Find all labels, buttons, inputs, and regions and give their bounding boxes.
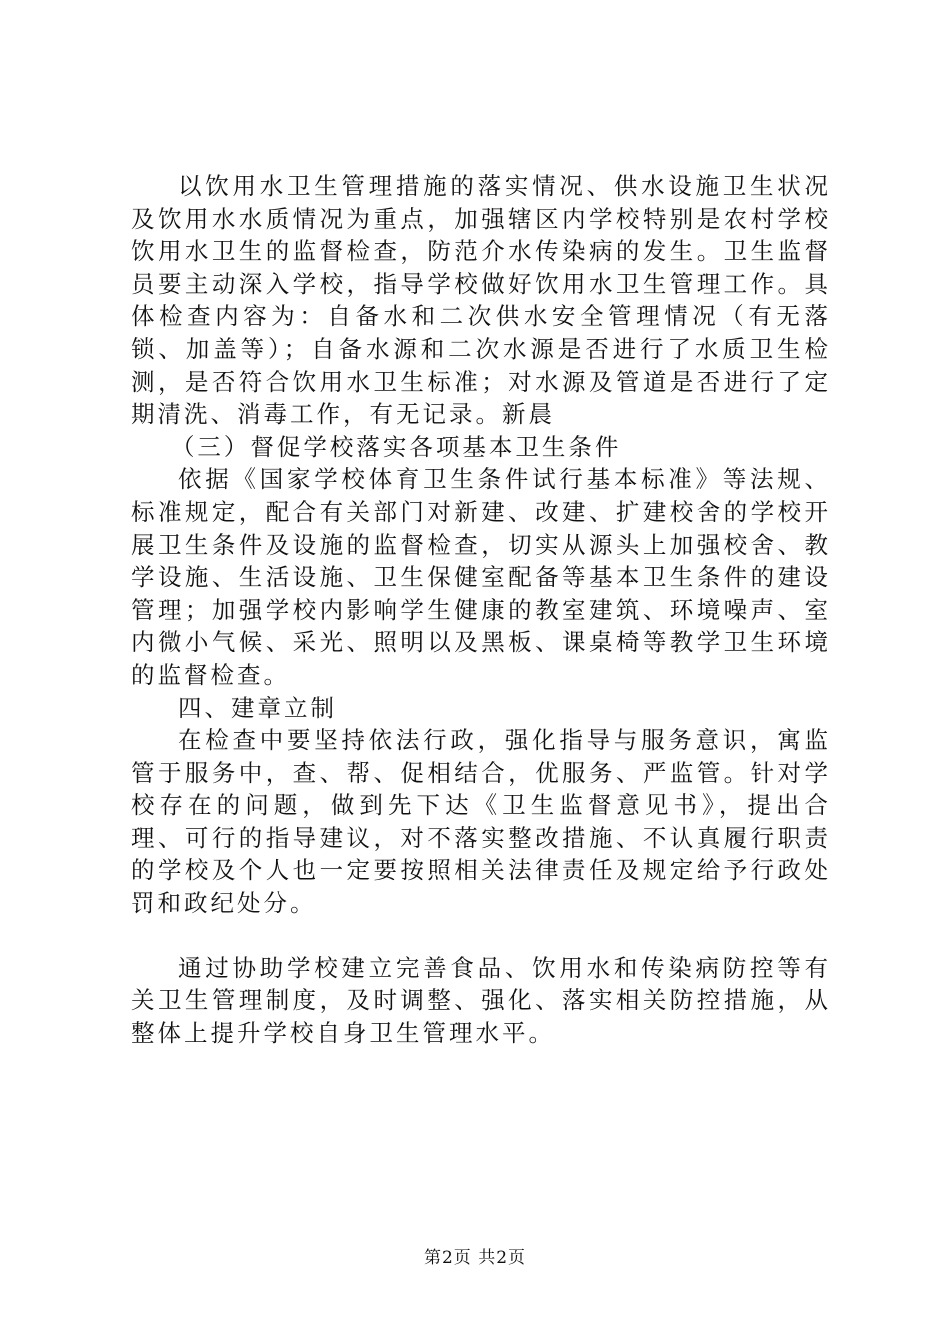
section-heading-basic-conditions: （三）督促学校落实各项基本卫生条件 xyxy=(170,432,622,461)
paragraph-water-hygiene: 以饮用水卫生管理措施的落实情况、供水设施卫生状况及饮用水水质情况为重点，加强辖区内学校特别是农村学校饮用水卫生的监督检查，防范介水传染病的发生。卫生监督员要主动深入学校，指导学校做好饮用水卫生管理工作。具体检查内容为：自备水和二次供水安全管理情况（有无落锁、加盖等）；自备水源和二次水源是否进行了水质卫生检测，是否符合饮用水卫生标准；对水源及管道是否进行了定期清洗、消毒工作，有无记录。新晨 xyxy=(131,172,831,429)
section-heading-regulations: 四、建章立制 xyxy=(178,693,337,722)
document-body xyxy=(131,170,831,1049)
paragraph-basic-conditions: 依据《国家学校体育卫生条件试行基本标准》等法规、标准规定，配合有关部门对新建、改建、扩建校舍的学校开展卫生条件及设施的监督检查，切实从源头上加强校舍、教学设施、生活设施、卫生保健室配备等基本卫生条件的建设管理；加强学校内影响学生健康的教室建筑、环境噪声、室内微小气候、采光、照明以及黑板、课桌椅等教学卫生环境的监督检查。 xyxy=(131,465,831,689)
page-footer: 第2页 共2页 xyxy=(423,1248,527,1268)
paragraph-regulations: 在检查中要坚持依法行政，强化指导与服务意识，寓监管于服务中，查、帮、促相结合，优服务、严监管。针对学校存在的问题，做到先下达《卫生监督意见书》，提出合理、可行的指导建议，对不落实整改措施、不认真履行职责的学校及个人也一定要按照相关法律责任及规定给予行政处罚和政纪处分。 xyxy=(131,726,831,918)
paragraph-management-system: 通过协助学校建立完善食品、饮用水和传染病防控等有关卫生管理制度，及时调整、强化、落实相关防控措施，从整体上提升学校自身卫生管理水平。 xyxy=(131,953,831,1047)
